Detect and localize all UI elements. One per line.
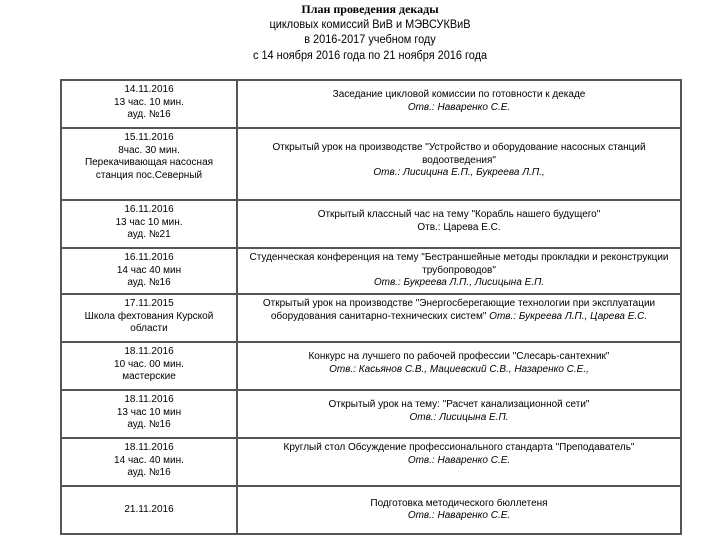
date-cell bbox=[61, 80, 237, 128]
event-text: Заседание цикловой комиссии по готовности к декаде bbox=[332, 89, 586, 100]
date-line: ауд. №16 bbox=[127, 277, 171, 288]
date-line: 18.11.2016 bbox=[124, 442, 174, 453]
event-cell bbox=[237, 390, 681, 438]
event-cell bbox=[237, 486, 681, 534]
event-cell bbox=[237, 342, 681, 390]
event-cell bbox=[237, 80, 681, 128]
date-line: 21.11.2016 bbox=[124, 503, 174, 515]
event-text: Круглый стол Обсуждение профессионального стандарта "Преподаватель" bbox=[283, 442, 635, 453]
event-cell bbox=[237, 128, 681, 200]
date-line: ауд. №16 bbox=[127, 419, 171, 430]
responsible-text: Отв.: Букреева Л.П., Царева Е.С. bbox=[489, 310, 648, 322]
table-row bbox=[61, 486, 681, 534]
table-row bbox=[61, 128, 681, 200]
responsible-text: Отв.: Навaренко С.Е. bbox=[407, 101, 511, 113]
event-text: Студенческая конференция на тему "Бестраншейные методы прокладки и реконструкции трубопроводов" bbox=[249, 252, 669, 276]
date-cell bbox=[61, 248, 237, 294]
date-line: ауд. №21 bbox=[127, 229, 171, 240]
date-line: 18.11.2016 bbox=[124, 346, 174, 357]
date-line: 14 час 40 мин bbox=[116, 264, 182, 276]
date-line: 17.11.2015 bbox=[124, 298, 174, 309]
responsible-text: Отв.: Лисицына Е.П. bbox=[409, 411, 509, 423]
date-line: 15.11.2016 bbox=[124, 132, 174, 143]
responsible-text: Отв.: Навaренко С.Е. bbox=[407, 510, 511, 521]
date-line: ауд. №16 bbox=[127, 467, 171, 478]
responsible-text: Отв.: Касьянов С.В., Мациевский С.В., Назаренко С.Е., bbox=[329, 363, 589, 375]
date-cell bbox=[61, 128, 237, 200]
document-header bbox=[0, 2, 720, 64]
date-cell bbox=[61, 200, 237, 248]
date-line: 13 час 10 мин. bbox=[115, 216, 183, 228]
header-line-period: с 14 ноября 2016 года по 21 ноября 2016 года bbox=[252, 49, 488, 62]
document-title: План проведения декады bbox=[301, 2, 439, 16]
date-line: Перекачивающая насосная bbox=[84, 157, 214, 168]
table-row bbox=[61, 200, 681, 248]
date-line: 14.11.2016 bbox=[124, 84, 174, 95]
date-cell bbox=[61, 486, 237, 534]
table-row bbox=[61, 390, 681, 438]
table-row bbox=[61, 342, 681, 390]
event-cell bbox=[237, 294, 681, 342]
date-line: ауд. №16 bbox=[127, 109, 171, 120]
date-line: 16.11.2016 bbox=[124, 252, 174, 263]
date-line: области bbox=[130, 323, 168, 334]
date-line: 8час. 30 мин. bbox=[118, 144, 180, 156]
date-line: 14 час. 40 мин. bbox=[114, 454, 184, 466]
date-line: Школа фехтования Курской bbox=[84, 310, 214, 322]
event-text: Открытый урок на производстве "Устройство и оборудование насосных станций водоотведения" bbox=[272, 142, 646, 166]
event-text: Подготовка методического бюллетеня bbox=[370, 497, 548, 509]
table-row bbox=[61, 294, 681, 342]
date-cell bbox=[61, 438, 237, 486]
date-line: 10 час. 00 мин. bbox=[114, 358, 184, 370]
schedule-table bbox=[60, 79, 682, 535]
event-text: Открытый урок на производстве "Энергосберегающие технологии при эксплуатации оборудования санитарно-технических систем" bbox=[262, 298, 656, 322]
date-line: мастерские bbox=[122, 371, 176, 382]
table-row bbox=[61, 248, 681, 294]
date-line: 13 час. 10 мин. bbox=[114, 96, 184, 108]
responsible-text: Отв.: Букреева Л.П., Лисицына Е.П. bbox=[373, 277, 545, 288]
responsible-text: Отв.: Лисицина Е.П., Букреева Л.П., bbox=[373, 167, 545, 178]
event-text: Открытый классный час на тему "Корабль нашего будущего" bbox=[317, 209, 601, 220]
date-cell bbox=[61, 342, 237, 390]
date-cell bbox=[61, 390, 237, 438]
responsible-text: Отв.: Навaренко С.Е. bbox=[407, 454, 511, 466]
date-line: 13 час 10 мин bbox=[116, 406, 182, 418]
event-cell bbox=[237, 248, 681, 294]
header-line-commissions: цикловых комиссий ВиВ и МЭВСУКВиВ bbox=[269, 18, 471, 31]
date-line: 16.11.2016 bbox=[124, 204, 174, 215]
responsible-text: Отв.: Царева Е.С. bbox=[417, 221, 501, 233]
event-cell bbox=[237, 200, 681, 248]
date-cell bbox=[61, 294, 237, 342]
table-row bbox=[61, 80, 681, 128]
date-line: станция пос.Северный bbox=[95, 169, 203, 181]
header-line-year: в 2016-2017 учебном году bbox=[304, 34, 436, 46]
date-line: 18.11.2016 bbox=[124, 394, 174, 405]
table-row bbox=[61, 438, 681, 486]
event-cell bbox=[237, 438, 681, 486]
event-text: Конкурс на лучшего по рабочей профессии "Слесарь-сантехник" bbox=[308, 351, 610, 362]
event-text: Открытый урок на тему: "Расчет канализационной сети" bbox=[328, 399, 590, 410]
